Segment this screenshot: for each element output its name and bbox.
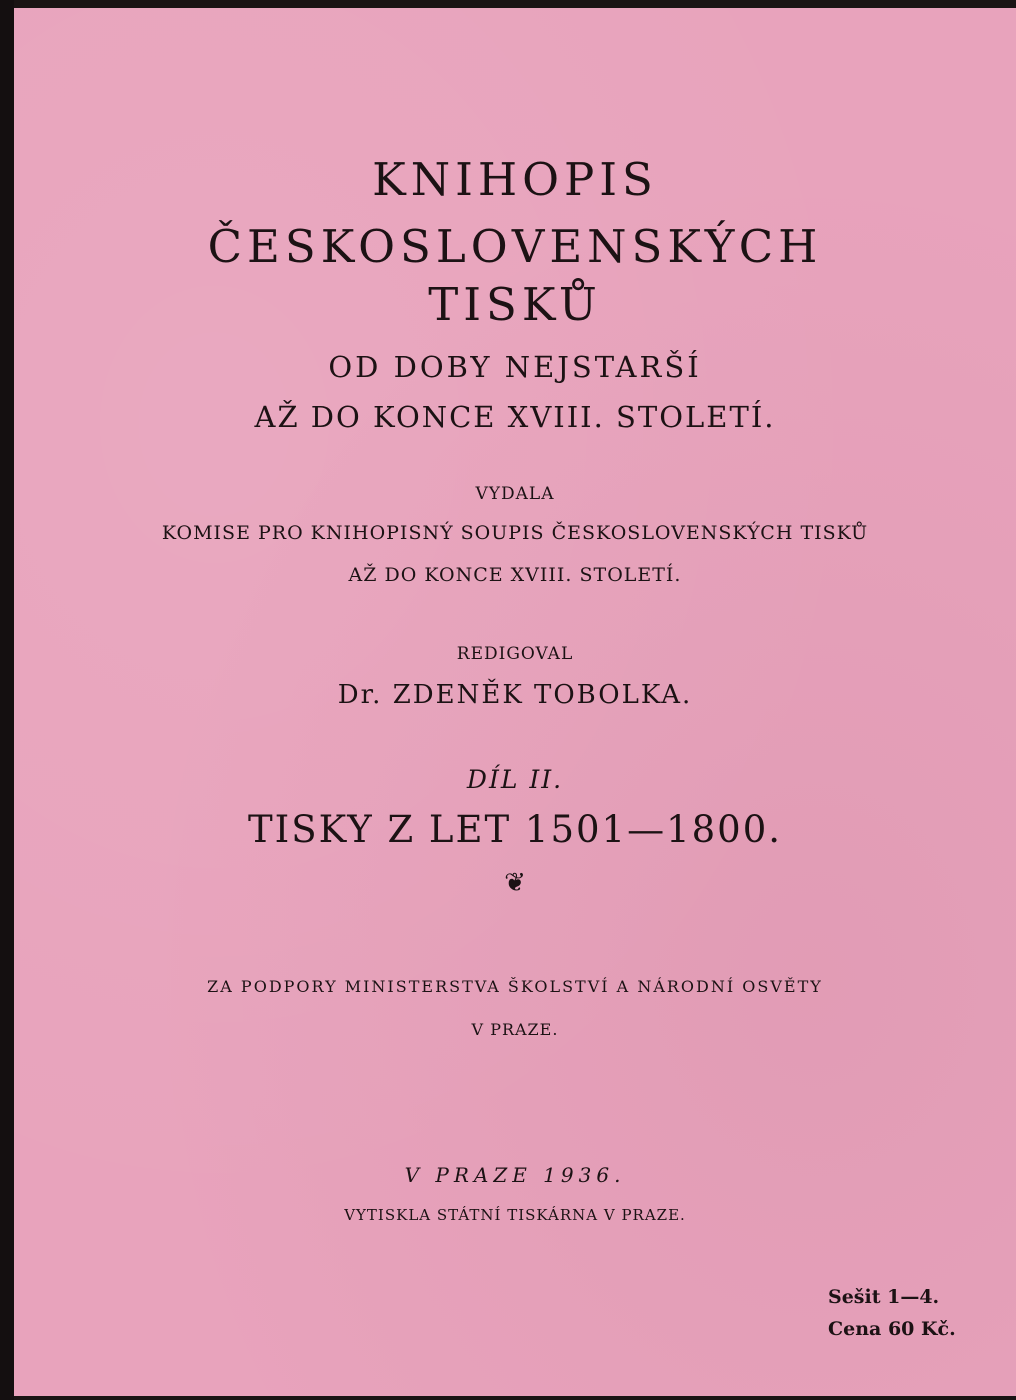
subtitle-line-2: AŽ DO KONCE XVIII. STOLETÍ. bbox=[254, 400, 776, 434]
issue-number: Sešit 1—4. bbox=[828, 1286, 940, 1308]
title-line-3: TISKŮ bbox=[428, 278, 602, 331]
subtitle-line-1: OD DOBY NEJSTARŠÍ bbox=[328, 350, 702, 384]
ornament-icon: ❦ bbox=[504, 868, 526, 898]
imprint-printer: VYTISKLA STÁTNÍ TISKÁRNA V PRAZE. bbox=[344, 1206, 686, 1224]
publisher-label: VYDALA bbox=[475, 484, 555, 504]
support-line-1: ZA PODPORY MINISTERSTVA ŠKOLSTVÍ A NÁRODNÍ OSVĚTY bbox=[207, 977, 823, 996]
title-page bbox=[14, 8, 1016, 1396]
imprint-place-year: V PRAZE 1936. bbox=[404, 1163, 626, 1187]
volume-part: DÍL II. bbox=[466, 765, 564, 794]
volume-title: TISKY Z LET 1501—1800. bbox=[247, 808, 783, 851]
issue-price: Cena 60 Kč. bbox=[828, 1318, 956, 1340]
publisher-line-2: AŽ DO KONCE XVIII. STOLETÍ. bbox=[348, 564, 682, 586]
editor-name: Dr. ZDENĚK TOBOLKA. bbox=[337, 680, 693, 710]
support-line-2: V PRAZE. bbox=[471, 1020, 559, 1039]
title-line-1: KNIHOPIS bbox=[372, 153, 658, 206]
editor-label: REDIGOVAL bbox=[456, 644, 574, 664]
publisher-line-1: KOMISE PRO KNIHOPISNÝ SOUPIS ČESKOSLOVENSKÝCH TISKŮ bbox=[161, 522, 869, 544]
scan-edge bbox=[0, 0, 14, 1400]
title-line-2: ČESKOSLOVENSKÝCH bbox=[207, 220, 823, 273]
